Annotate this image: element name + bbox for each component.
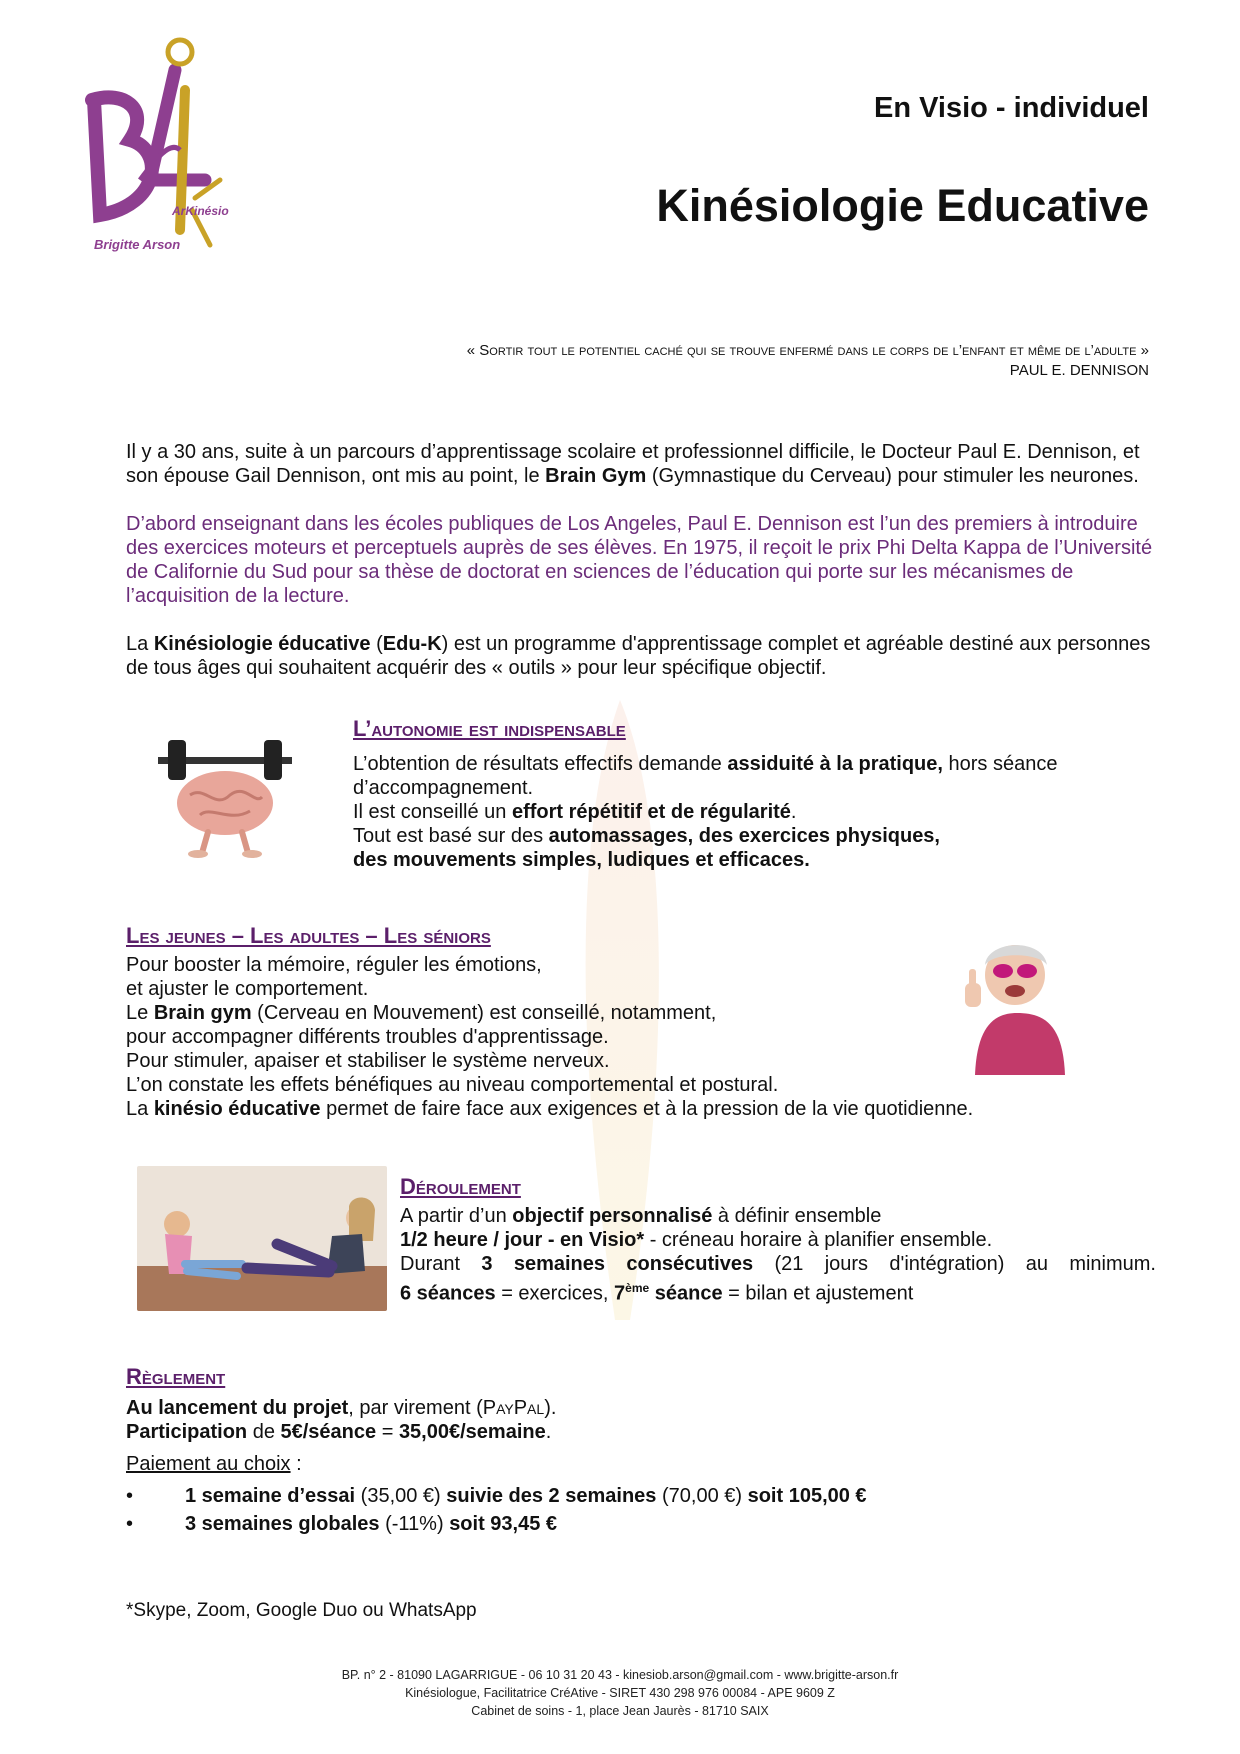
text: .	[545, 1421, 552, 1443]
autonomie-section	[353, 716, 1153, 872]
text: = bilan et ajustement	[722, 1282, 914, 1305]
text: La	[126, 1098, 154, 1120]
publics-line-2: et ajuster le comportement.	[126, 978, 369, 1000]
intro-text: (Gymnastique du Cerveau) pour stimuler les neurones.	[646, 465, 1139, 487]
footer-line-3: Cabinet de soins - 1, place Jean Jaurès - 81710 SAIX	[471, 1704, 769, 1718]
brain-dumbbell-illustration	[150, 735, 300, 860]
intro-paragraph-3	[126, 632, 1156, 680]
text: (35,00 €)	[355, 1485, 447, 1507]
bold-text: 1 semaine d’essai	[185, 1485, 356, 1507]
bold-text: soit 105,00 €	[747, 1485, 867, 1507]
bold-text: 3 semaines consécutives	[481, 1253, 754, 1275]
text: A partir d’un	[400, 1205, 513, 1227]
text: Tout est basé sur des	[353, 825, 549, 847]
bold-text: 1/2 heure / jour - en Visio*	[400, 1229, 645, 1251]
text: (70,00 €)	[656, 1485, 748, 1507]
deroulement-title: Déroulement	[400, 1174, 521, 1199]
text: :	[290, 1453, 302, 1475]
text: Il est conseillé un	[353, 801, 512, 823]
bold-text: soit 93,45 €	[449, 1513, 558, 1535]
payment-choice-label	[126, 1452, 1156, 1476]
publics-body	[126, 953, 1086, 1121]
autonomie-title: L’autonomie est indispensable	[353, 716, 626, 741]
text: Le	[126, 1002, 154, 1024]
autonomie-line-3	[353, 824, 1153, 848]
publics-line-3	[126, 1001, 1086, 1025]
intro-text: La	[126, 633, 154, 655]
intro-paragraph-2: D’abord enseignant dans les écoles publiques de Los Angeles, Paul E. Dennison est l’un des premiers à introduire des exercices moteurs et perceptuels auprès de ses élèves. En 1975, il reçoit le prix Phi Delta Kappa de l’Université de Californie du Sud pour sa thèse de doctorat en sciences de l’éducation qui porte sur les mécanismes de l’acquisition de la lecture.	[126, 513, 1153, 607]
bold-text: des mouvements simples, ludiques et efficaces.	[353, 849, 810, 871]
deroulement-line-1	[400, 1204, 1156, 1228]
logo-owner-name: Brigitte Arson	[94, 237, 181, 252]
bold-text: Au lancement du projet	[126, 1397, 349, 1419]
text: L’obtention de résultats effectifs demande	[353, 753, 728, 775]
bold-text: objectif personnalisé	[512, 1205, 713, 1227]
eduk-bold: Edu-K	[382, 633, 442, 655]
payment-option-1	[126, 1482, 1156, 1510]
autonomie-body	[353, 752, 1153, 872]
reglement-body	[126, 1396, 1156, 1538]
footnote: *Skype, Zoom, Google Duo ou WhatsApp	[126, 1600, 477, 1621]
reglement-line-1	[126, 1396, 1156, 1420]
deroulement-section	[400, 1174, 1156, 1306]
kinesio-bold: Kinésiologie éducative	[153, 633, 371, 655]
intro-text: ) est un programme d'apprentissage complet et agréable destiné aux personnes de tous âges qui souhaitent acquérir des « outils » pour leur spécifique objectif.	[126, 633, 1151, 679]
publics-title: Les jeunes – Les adultes – Les séniors	[126, 923, 491, 948]
text: - créneau horaire à planifier ensemble.	[644, 1229, 993, 1251]
bold-text: automassages, des exercices physiques,	[548, 825, 940, 847]
payment-option-2	[126, 1510, 1156, 1538]
bold-text: 35,00€/semaine	[398, 1421, 546, 1443]
intro-text: (	[370, 633, 383, 655]
deroulement-line-3	[400, 1252, 1156, 1276]
deroulement-line-2	[400, 1228, 1156, 1252]
text: = exercices,	[495, 1282, 615, 1305]
quote-block	[149, 341, 1149, 381]
bold-text: effort répétitif et de régularité	[511, 801, 791, 823]
child-and-mother-exercise-photo	[137, 1166, 387, 1311]
reglement-title: Règlement	[126, 1364, 226, 1389]
bold-text: 3 semaines globales	[185, 1513, 380, 1535]
quote-author: PAUL E. DENNISON	[1009, 362, 1149, 379]
bold-text: 7	[614, 1282, 626, 1305]
paypal-text: PayPal	[482, 1397, 545, 1419]
autonomie-line-2	[353, 800, 1153, 824]
footer-line-2: Kinésiologue, Facilitatrice CréAtive - SIRET 430 298 976 00084 - APE 9609 Z	[405, 1686, 835, 1700]
intro-text: Il y a 30 ans, suite à un parcours d’apprentissage scolaire et professionnel difficile, le Docteur Paul E. Dennison, et son épouse Gail Dennison, ont mis au point, le	[126, 441, 1140, 487]
page-subtitle: En Visio - individuel	[873, 92, 1149, 124]
superscript: ème	[625, 1281, 650, 1295]
text: hors séance d’accompagnement.	[353, 753, 1058, 799]
text: (21 jours d'intégration) au minimum.	[753, 1253, 1156, 1275]
publics-line-7	[126, 1097, 1086, 1121]
bold-text: suivie des 2 semaines	[446, 1485, 657, 1507]
text: ).	[544, 1397, 557, 1419]
text: à définir ensemble	[712, 1205, 882, 1227]
bold-text: séance	[649, 1282, 723, 1305]
text: Paiement au choix	[126, 1453, 291, 1475]
deroulement-line-4	[400, 1276, 1156, 1306]
text: permet de faire face aux exigences et à la pression de la vie quotidienne.	[320, 1098, 974, 1120]
bold-text: Brain gym	[153, 1002, 252, 1024]
bold-text: 5€/séance	[280, 1421, 377, 1443]
publics-section	[126, 923, 1086, 1121]
senior-thumbs-up-photo	[955, 925, 1080, 1075]
payment-options-list	[126, 1482, 1156, 1538]
bold-text: 6 séances	[400, 1282, 496, 1305]
brain-gym-bold: Brain Gym	[545, 465, 647, 487]
bold-text: Participation	[126, 1421, 248, 1443]
bold-text: assiduité à la pratique,	[727, 753, 943, 775]
logo	[80, 30, 290, 280]
deroulement-body	[400, 1204, 1156, 1306]
page-title: Kinésiologie Educative	[656, 180, 1149, 231]
publics-line-6: L’on constate les effets bénéfiques au niveau comportemental et postural.	[126, 1074, 779, 1096]
reglement-line-2	[126, 1420, 1156, 1444]
publics-line-4: pour accompagner différents troubles d'apprentissage.	[126, 1026, 609, 1048]
publics-line-5: Pour stimuler, apaiser et stabiliser le système nerveux.	[126, 1050, 610, 1072]
publics-line-1: Pour booster la mémoire, réguler les émotions,	[126, 954, 542, 976]
reglement-section	[126, 1364, 1156, 1538]
bold-text: kinésio éducative	[153, 1098, 321, 1120]
intro-paragraph-1	[126, 440, 1156, 488]
autonomie-line-1	[353, 752, 1153, 800]
quote-text: « Sortir tout le potentiel caché qui se trouve enfermé dans le corps de l’enfant et même de l’adulte »	[466, 342, 1149, 359]
text: .	[790, 801, 797, 823]
text: de	[247, 1421, 281, 1443]
footer-line-1: BP. n° 2 - 81090 LAGARRIGUE - 06 10 31 20 43 - kinesiob.arson@gmail.com - www.brigitte-arson.fr	[341, 1668, 899, 1682]
autonomie-line-4	[353, 848, 1153, 872]
footer	[0, 1666, 1240, 1720]
text: , par virement (	[348, 1397, 483, 1419]
logo-brand-text: ArKinésio	[172, 204, 229, 218]
text: (-11%)	[379, 1513, 450, 1535]
text: =	[376, 1421, 399, 1443]
text: (Cerveau en Mouvement) est conseillé, notamment,	[251, 1002, 717, 1024]
text: Durant	[400, 1253, 482, 1275]
